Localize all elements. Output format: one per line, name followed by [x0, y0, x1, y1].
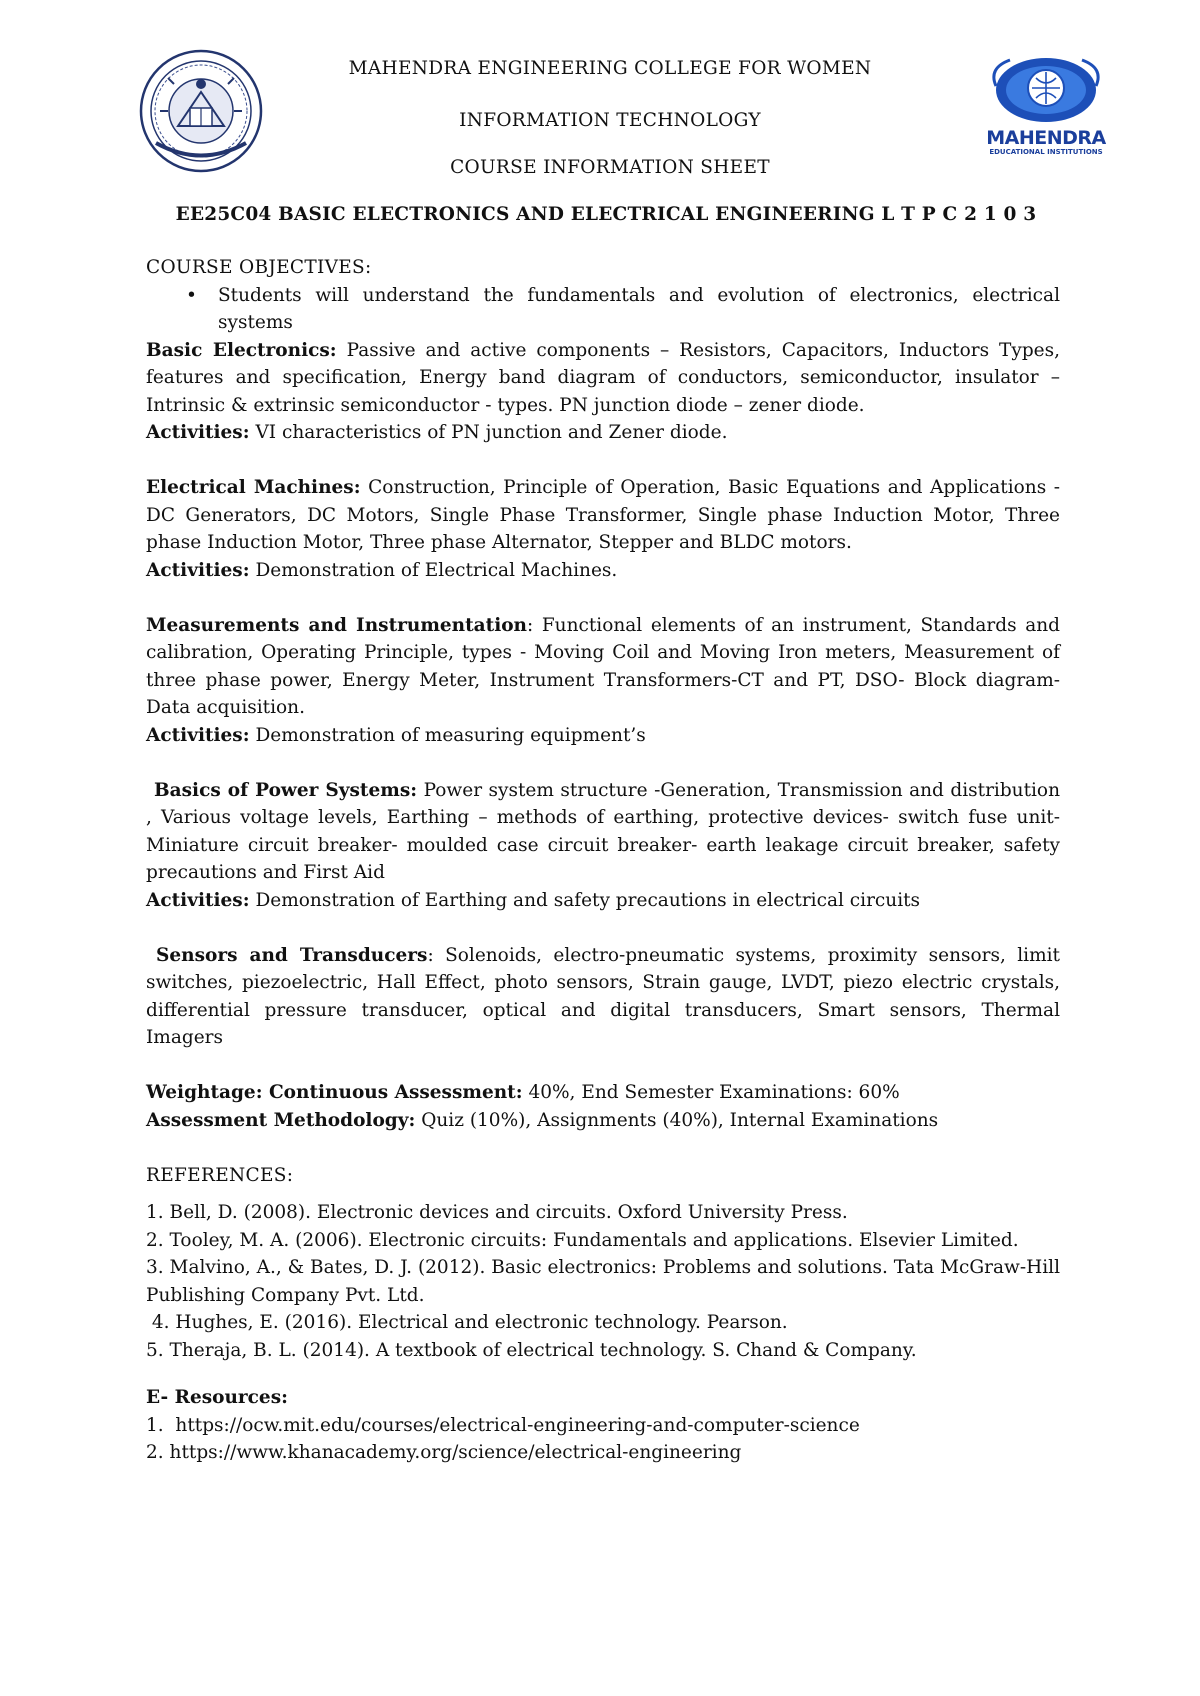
unit-title: Basics of Power Systems:	[154, 779, 418, 801]
spacer	[146, 1364, 1060, 1384]
unit-measurements	[146, 612, 1060, 722]
unit-basic-electronics	[146, 337, 1060, 420]
reference-item: 5. Theraja, B. L. (2014). A textbook of electrical technology. S. Chand & Company.	[146, 1339, 917, 1361]
objective-item	[146, 282, 1060, 337]
unit-activities	[146, 557, 1060, 585]
reference-item: 3. Malvino, A., & Bates, D. J. (2012). Basic electronics: Problems and solutions. Tata McGraw-Hill Publishing Company Pvt. Ltd.	[146, 1257, 1060, 1306]
college-name: MAHENDRA ENGINEERING COLLEGE FOR WOMEN	[348, 58, 872, 79]
activities-text: Demonstration of Earthing and safety precautions in electrical circuits	[249, 889, 921, 911]
unit-sensors	[146, 942, 1060, 1052]
unit-activities	[146, 419, 1060, 447]
unit-title: Measurements and Instrumentation	[146, 614, 528, 636]
spacer	[146, 584, 1060, 612]
unit-body: Passive and active components – Resistors, Capacitors, Inductors Types, features and specification, Energy band diagram of conductors, semiconductor, insulator – Intrinsic & extrinsic semiconductor - types. PN junction diode – zener diode.	[146, 339, 1061, 416]
assessment-label: Assessment Methodology:	[146, 1109, 416, 1131]
unit-title: Basic Electronics:	[146, 339, 337, 361]
unit-title: Sensors and Transducers	[156, 944, 428, 966]
weightage	[146, 1079, 1060, 1107]
department-name: INFORMATION TECHNOLOGY	[459, 110, 761, 131]
unit-activities	[146, 722, 1060, 750]
college-seal-logo	[138, 48, 264, 174]
objectives-heading: COURSE OBJECTIVES:	[146, 257, 372, 278]
unit-body: Power system structure -Generation, Transmission and distribution , Various voltage levels, Earthing – methods of earthing, protective devices- switch fuse unit- Miniature circuit breaker- moulded case circuit breaker- earth leakage circuit breaker, safety precautions and First Aid	[146, 779, 1060, 883]
activities-label: Activities:	[146, 724, 250, 746]
spacer	[146, 447, 1060, 475]
activities-label: Activities:	[146, 559, 250, 581]
unit-body: : Solenoids, electro-pneumatic systems, proximity sensors, limit switches, piezoelectric, Hall Effect, photo sensors, Strain gauge, LVDT, piezo electric crystals, differential pressure transducer, optical and digital transducers, Smart sensors, Thermal Imagers	[146, 944, 1060, 1048]
course-content	[146, 254, 1060, 1467]
reference-item: 2. Tooley, M. A. (2006). Electronic circuits: Fundamentals and applications. Elsevier Limited.	[146, 1229, 1019, 1251]
sheet-title: COURSE INFORMATION SHEET	[450, 157, 770, 178]
course-title: EE25C04 BASIC ELECTRONICS AND ELECTRICAL ENGINEERING L T P C 2 1 0 3	[175, 204, 1037, 225]
eresource-link[interactable]: 1. https://ocw.mit.edu/courses/electrical-engineering-and-computer-science	[146, 1414, 860, 1436]
mahendra-logo-subtitle: EDUCATIONAL INSTITUTIONS	[989, 148, 1103, 156]
unit-electrical-machines	[146, 474, 1060, 557]
unit-activities	[146, 887, 1060, 915]
unit-body: : Functional elements of an instrument, Standards and calibration, Operating Principle, types - Moving Coil and Moving Iron meters, Measurement of three phase power, Energy Meter, Instrument Transformers-CT and PT, DSO- Block diagram- Data acquisition.	[146, 614, 1060, 718]
spacer	[146, 914, 1060, 942]
unit-power-systems	[146, 777, 1060, 887]
spacer	[146, 749, 1060, 777]
assessment-text: Quiz (10%), Assignments (40%), Internal Examinations	[415, 1109, 939, 1131]
reference-item: 1. Bell, D. (2008). Electronic devices and circuits. Oxford University Press.	[146, 1202, 848, 1223]
weightage-text: 40%, End Semester Examinations: 60%	[522, 1082, 900, 1103]
activities-text: VI characteristics of PN junction and Zener diode.	[249, 422, 728, 443]
mahendra-logo-wordmark	[982, 128, 1110, 157]
eresource-link[interactable]: 2. https://www.khanacademy.org/science/electrical-engineering	[146, 1442, 742, 1463]
eresources-heading-text: E- Resources:	[146, 1387, 288, 1408]
eresources-heading	[146, 1384, 1060, 1412]
spacer	[146, 1189, 1060, 1199]
activities-text: Demonstration of measuring equipment’s	[249, 724, 646, 746]
activities-label: Activities:	[146, 889, 250, 911]
activities-text: Demonstration of Electrical Machines.	[249, 559, 618, 581]
assessment-methodology	[146, 1107, 1060, 1135]
unit-body: Construction, Principle of Operation, Basic Equations and Applications - DC Generators, DC Motors, Single Phase Transformer, Single phase Induction Motor, Three phase Induction Motor, Three phase Alternator, Stepper and BLDC motors.	[146, 477, 1060, 553]
activities-label: Activities:	[146, 422, 250, 443]
reference-item: 4. Hughes, E. (2016). Electrical and electronic technology. Pearson.	[146, 1312, 788, 1333]
spacer	[146, 1052, 1060, 1080]
bullet-dot: •	[186, 284, 197, 306]
references-heading: REFERENCES:	[146, 1164, 294, 1186]
unit-title: Electrical Machines:	[146, 477, 361, 498]
weightage-label: Weightage: Continuous Assessment:	[146, 1082, 523, 1103]
spacer	[146, 1134, 1060, 1162]
mahendra-logo-name: MAHENDRA	[986, 127, 1106, 149]
objective-text: Students will understand the fundamentals and evolution of electronics, electrical systems	[218, 284, 1060, 333]
